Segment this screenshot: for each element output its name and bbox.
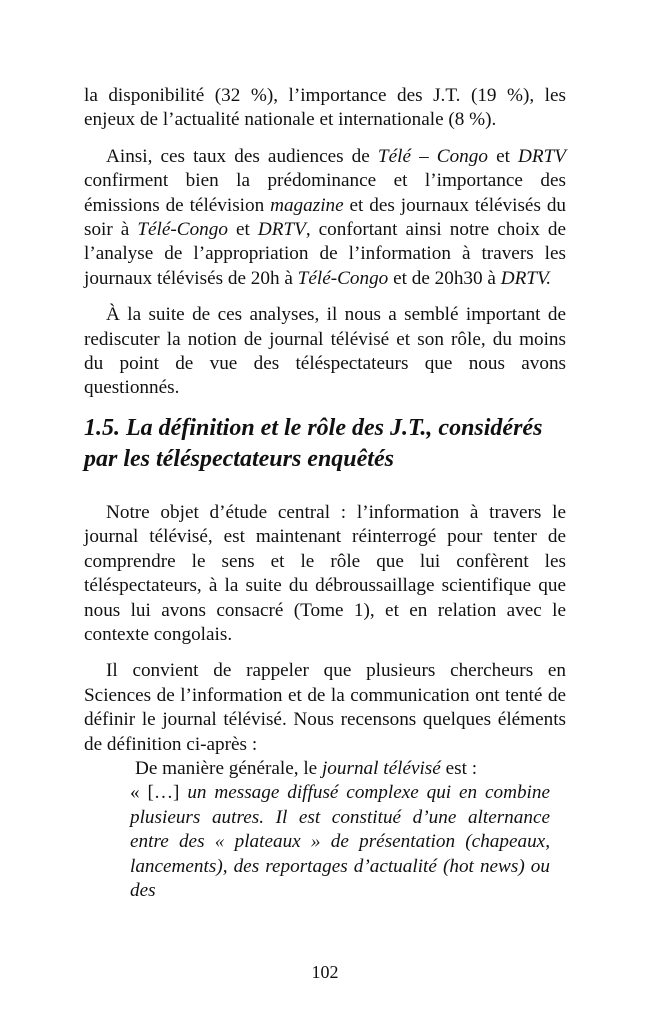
text-run: , confortant ainsi notre choix de l’analyse de l’appropriation de l’information à travers les journaux télévisés de 20h à [84, 219, 566, 289]
quote-body: un message diffusé complexe qui en combine plusieurs autres. Il est constitué d’une alternance entre des « plateaux » de présentation (chapeaux, lancements), des reportages d’actualité (hot news) ou des [130, 782, 550, 901]
italic-run: journal télévisé [321, 757, 441, 779]
quote-intro [130, 757, 550, 781]
paragraph-notre-objet: Notre objet d’étude central : l’information à travers le journal télévisé, est maintenant réinterrogé pour tenter de comprendre le sens et le rôle que lui confèrent les téléspectateurs, à la suite du débroussaillage scientifique que nous lui avons consacré (Tome 1), et en relation avec le contexte congolais. [84, 501, 566, 645]
quote-text [130, 781, 550, 903]
italic-run: Télé-Congo [297, 267, 389, 289]
text-run: est : [440, 757, 478, 779]
text-run: De manière générale, le [135, 757, 322, 779]
italic-run: DRTV [257, 219, 306, 241]
italic-run: Télé – Congo [377, 145, 488, 167]
page-number: 102 [311, 962, 339, 982]
italic-run: DRTV. [500, 267, 552, 289]
quote-block [84, 757, 550, 903]
text-run: confirment bien la prédominance et l’importance des émissions de télévision [84, 170, 566, 216]
italic-run: DRTV [518, 145, 566, 167]
italic-run: magazine [270, 194, 344, 216]
section-heading: 1.5. La définition et le rôle des J.T., considérés par les téléspectateurs enquêtés [84, 414, 543, 472]
text-run: et [227, 219, 258, 241]
quote-open: « […] [130, 782, 188, 804]
paragraph-il-convient: Il convient de rappeler que plusieurs chercheurs en Sciences de l’information et de la communication ont tenté de définir le journal télévisé. Nous recensons quelques éléments de définition ci-après : [84, 660, 566, 755]
paragraph-ainsi [84, 145, 566, 291]
text-run: Ainsi, ces taux des audiences de [106, 145, 378, 167]
text-run: et des journaux télévisés du soir à [84, 194, 567, 241]
italic-run: Télé-Congo [137, 219, 228, 241]
document-page [84, 84, 566, 903]
text-run: et de 20h30 à [388, 267, 501, 289]
text-run: et [487, 145, 519, 167]
paragraph-continuation: la disponibilité (32 %), l’importance des J.T. (19 %), les enjeux de l’actualité nationale et internationale (8 %). [84, 85, 566, 131]
paragraph-suite: À la suite de ces analyses, il nous a semblé important de rediscuter la notion de journal télévisé et son rôle, du moins du point de vue des téléspectateurs que nous avons questionnés. [84, 304, 566, 399]
